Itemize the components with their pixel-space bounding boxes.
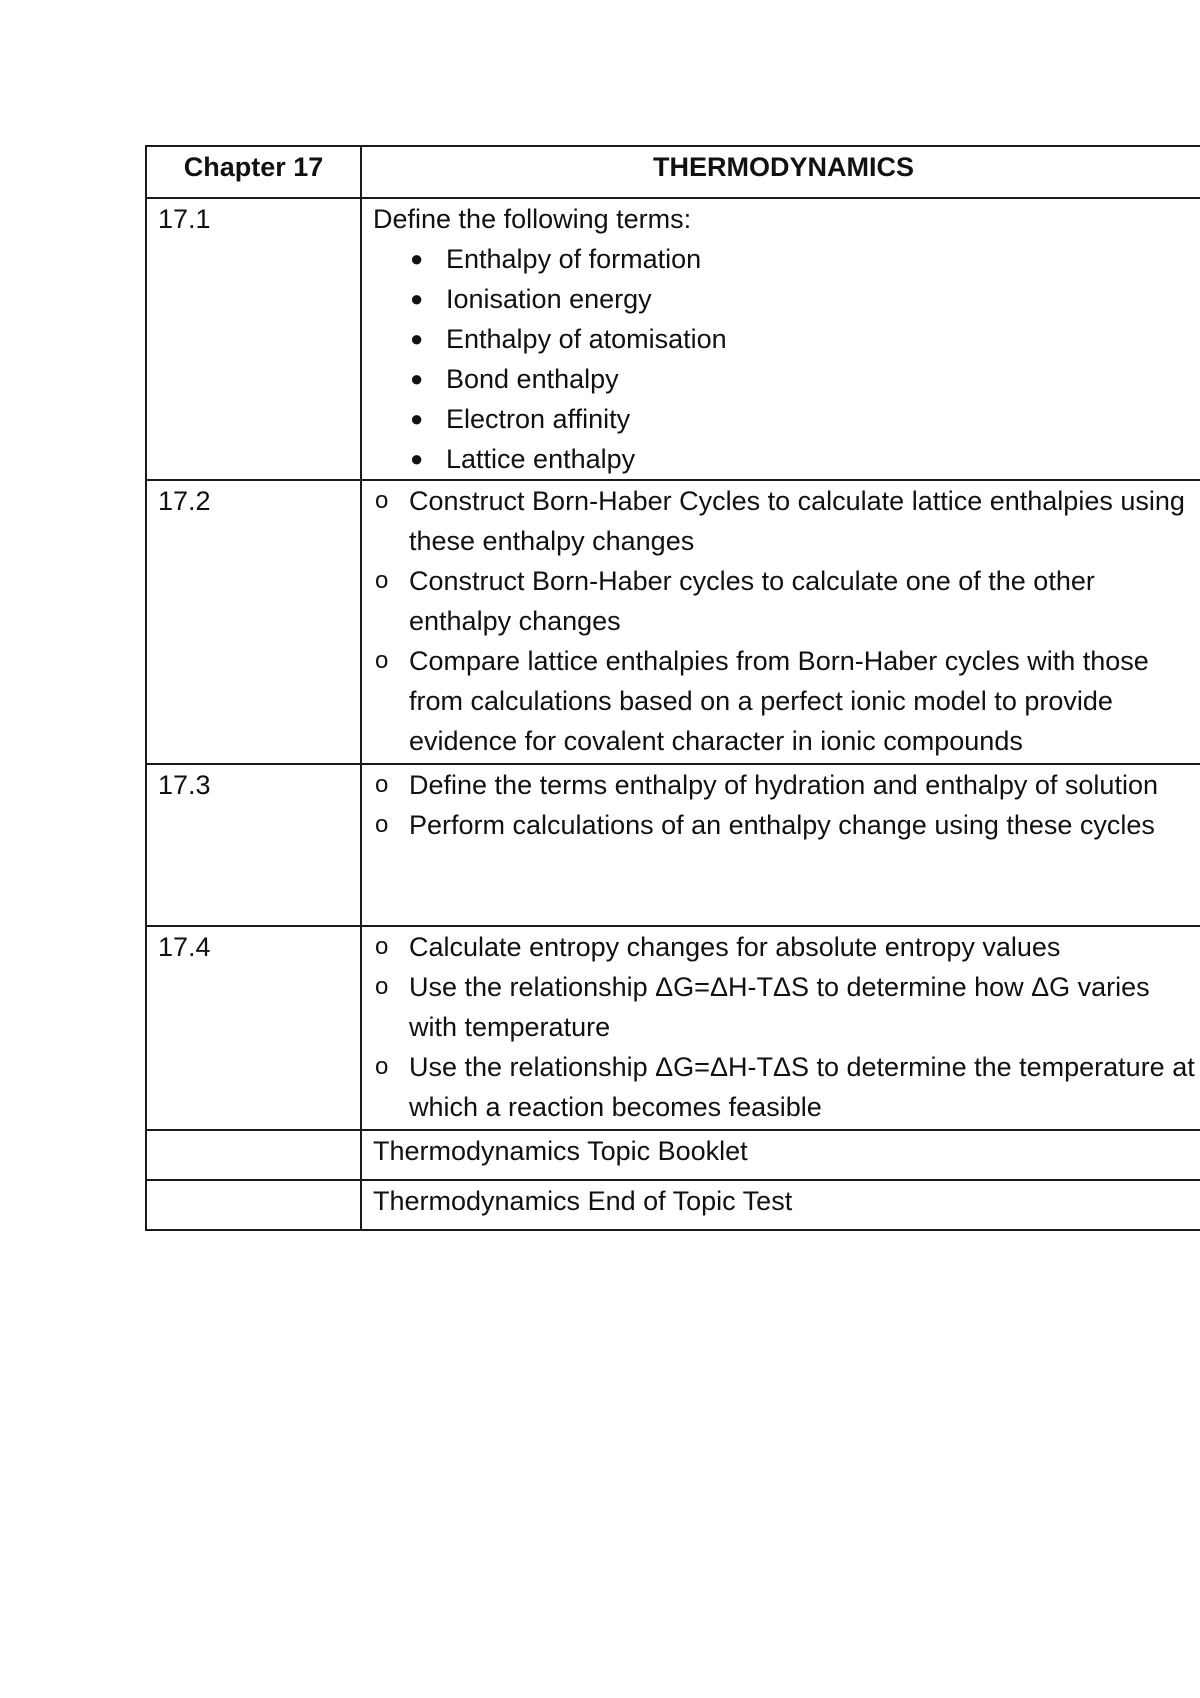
objective-list [373,481,1200,761]
list-item [373,481,1200,561]
list-item-text: Bond enthalpy [446,364,619,394]
resource-label: Thermodynamics Topic Booklet [361,1130,1200,1180]
list-item-text: Ionisation energy [446,284,652,314]
list-item-text: Lattice enthalpy [446,444,636,474]
section-number: 17.3 [146,764,361,926]
hollow-circle-icon: o [375,811,389,838]
list-item [373,439,1200,479]
list-item [373,1047,1200,1127]
section-number: 17.4 [146,926,361,1130]
list-item-text: Use the relationship ΔG=ΔH-TΔS to determine how ΔG varies with temperature [409,972,1150,1042]
list-item [373,927,1200,967]
bullet-dot-icon: ● [410,246,424,271]
list-item-text: Use the relationship ΔG=ΔH-TΔS to determine the temperature at which a reaction becomes feasible [409,1052,1195,1122]
list-item-text: Enthalpy of formation [446,244,702,274]
chapter-title: THERMODYNAMICS [361,146,1200,198]
list-item [373,967,1200,1047]
list-item [373,399,1200,439]
list-item [373,359,1200,399]
list-item [373,765,1200,805]
section-number: 17.2 [146,480,361,764]
list-item-text: Electron affinity [446,404,631,434]
list-item [373,279,1200,319]
objective-list [373,765,1200,845]
list-item-text: Define the terms enthalpy of hydration and enthalpy of solution [409,770,1158,800]
list-item [373,561,1200,641]
section-number [146,1130,361,1180]
section-number [146,1180,361,1230]
table-row [146,198,1200,480]
section-content [361,926,1200,1130]
hollow-circle-icon: o [375,487,389,514]
table-row [146,1180,1200,1230]
term-list [373,239,1200,479]
list-item-text: Perform calculations of an enthalpy change using these cycles [409,810,1155,840]
section-intro: Define the following terms: [373,204,692,234]
list-item [373,239,1200,279]
bullet-dot-icon: ● [410,366,424,391]
table-header-row [146,146,1200,198]
hollow-circle-icon: o [375,567,389,594]
table-row [146,480,1200,764]
hollow-circle-icon: o [375,933,389,960]
hollow-circle-icon: o [375,973,389,1000]
section-content [361,764,1200,926]
list-item-text: Construct Born-Haber Cycles to calculate lattice enthalpies using these enthalpy changes [409,486,1185,556]
objective-list [373,927,1200,1127]
chapter-table [145,145,1200,1231]
list-item-text: Compare lattice enthalpies from Born-Haber cycles with those from calculations based on a perfect ionic model to provide evidence for covalent character in ionic compounds [409,646,1149,756]
table-row [146,926,1200,1130]
list-item [373,319,1200,359]
resource-label: Thermodynamics End of Topic Test [361,1180,1200,1230]
list-item-text: Construct Born-Haber cycles to calculate one of the other enthalpy changes [409,566,1095,636]
bullet-dot-icon: ● [410,286,424,311]
bullet-dot-icon: ● [410,406,424,431]
bullet-dot-icon: ● [410,446,424,471]
chapter-label: Chapter 17 [146,146,361,198]
table-row [146,764,1200,926]
section-content [361,480,1200,764]
hollow-circle-icon: o [375,1053,389,1080]
list-item-text: Calculate entropy changes for absolute entropy values [409,932,1061,962]
list-item [373,805,1200,845]
section-number: 17.1 [146,198,361,480]
section-content [361,198,1200,480]
list-item [373,641,1200,761]
table-row [146,1130,1200,1180]
hollow-circle-icon: o [375,647,389,674]
hollow-circle-icon: o [375,771,389,798]
list-item-text: Enthalpy of atomisation [446,324,727,354]
bullet-dot-icon: ● [410,326,424,351]
